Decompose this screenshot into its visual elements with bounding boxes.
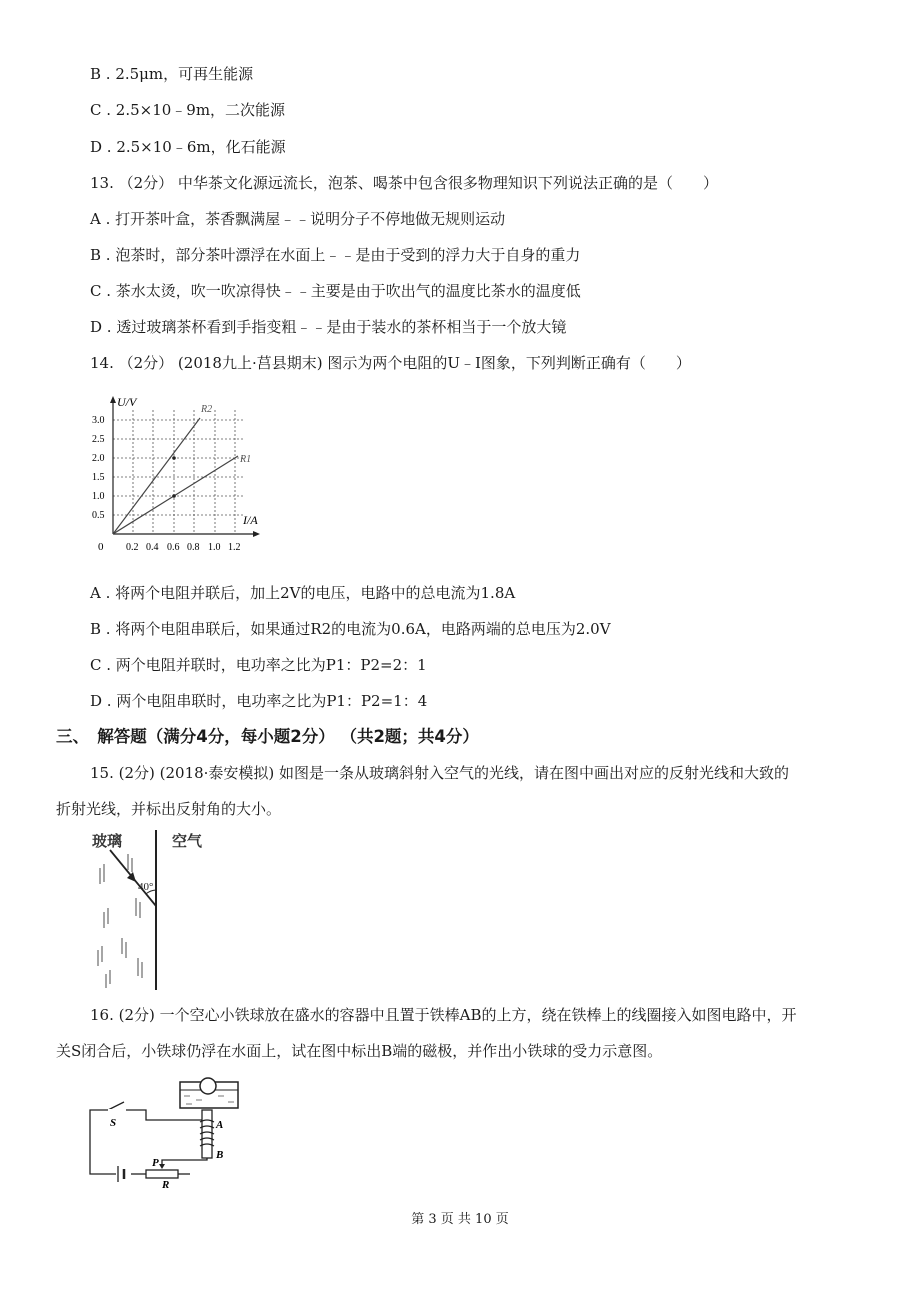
r1-label: R1 — [240, 454, 252, 465]
slider-arrow — [159, 1164, 165, 1169]
q14-option-c: C . 两个电阻并联时，电功率之比为P1：P2=2：1 — [90, 656, 427, 674]
q14-stem: 14. （2分） (2018九上·莒县期末) 图示为两个电阻的U﹣I图象，下列判断正确有（ ） — [90, 354, 691, 372]
r2-line — [113, 418, 200, 534]
q13-option-d: D . 透过玻璃茶杯看到手指变粗﹣﹣是由于装水的茶杯相当于一个放大镜 — [90, 318, 567, 336]
slider-wire — [162, 1158, 207, 1166]
y-tick-label: 3.0 — [92, 415, 105, 426]
x-tick-label: 1.0 — [208, 542, 221, 553]
label-s: S — [110, 1117, 117, 1129]
rheostat — [146, 1170, 178, 1178]
y-tick-label: 1.5 — [92, 472, 105, 483]
angle-label: 40° — [138, 881, 154, 893]
label-p: P — [152, 1157, 159, 1169]
grid — [113, 410, 243, 534]
q15-line1: 15. (2分) (2018·泰安模拟) 如图是一条从玻璃斜射入空气的光线，请在图中画出对应的反射光线和大致的 — [90, 764, 790, 782]
q13-option-b: B . 泡茶时，部分茶叶漂浮在水面上﹣﹣是由于受到的浮力大于自身的重力 — [90, 246, 581, 264]
x-axis-label: I/A — [243, 513, 258, 527]
q13-option-c: C . 茶水太烫，吹一吹凉得快﹣﹣主要是由于吹出气的温度比茶水的温度低 — [90, 282, 581, 300]
circuit-wire — [90, 1110, 202, 1174]
r1-line — [113, 456, 238, 534]
origin-label: 0 — [98, 541, 104, 553]
x-tick-label: 1.2 — [228, 542, 241, 553]
q12-option-b: B . 2.5μm，可再生能源 — [90, 65, 254, 83]
section-heading: 三、 解答题（满分4分，每小题2分） （共2题；共4分） — [56, 727, 479, 746]
glass-hatching — [98, 854, 142, 988]
glass-label: 玻璃 — [92, 834, 123, 850]
switch-lever — [108, 1102, 124, 1110]
r2-label: R2 — [201, 404, 213, 415]
q14-option-b: B . 将两个电阻串联后，如果通过R2的电流为0.6A，电路两端的总电压为2.0V — [90, 620, 611, 638]
label-a: A — [216, 1119, 224, 1131]
label-b: B — [216, 1149, 224, 1161]
y-axis-label: U/V — [117, 395, 137, 409]
q12-option-d: D . 2.5×10﹣6m，化石能源 — [90, 138, 286, 156]
y-tick-label: 1.0 — [92, 491, 105, 502]
electromagnet-circuit-figure — [86, 1076, 256, 1188]
x-tick-label: 0.4 — [146, 542, 159, 553]
y-tick-label: 2.5 — [92, 434, 105, 445]
light-refraction-figure — [88, 826, 228, 994]
iron-rod — [202, 1110, 212, 1158]
x-tick-label: 0.6 — [167, 542, 180, 553]
y-tick-label: 2.0 — [92, 453, 105, 464]
q13-option-a: A . 打开茶叶盒，茶香飘满屋﹣﹣说明分子不停地做无规则运动 — [90, 210, 506, 228]
label-r: R — [162, 1179, 170, 1188]
q14-option-a: A . 将两个电阻并联后，加上2V的电压，电路中的总电流为1.8A — [90, 584, 516, 602]
x-tick-label: 0.8 — [187, 542, 200, 553]
q16-line2: 关S闭合后，小铁球仍浮在水面上，试在图中标出B端的磁极，并作出小铁球的受力示意图。 — [56, 1042, 663, 1060]
x-tick-label: 0.2 — [126, 542, 139, 553]
page-footer: 第 3 页 共 10 页 — [411, 1212, 509, 1227]
ui-graph-figure — [88, 390, 278, 560]
q16-line1: 16. (2分) 一个空心小铁球放在盛水的容器中且置于铁棒AB的上方，绕在铁棒上的线圈接入如图电路中，开 — [90, 1006, 797, 1024]
q14-option-d: D . 两个电阻串联时，电功率之比为P1：P2=1：4 — [90, 692, 428, 710]
q15-line2: 折射光线，并标出反射角的大小。 — [56, 800, 282, 818]
q13-stem: 13. （2分） 中华茶文化源远流长，泡茶、喝茶中包含很多物理知识下列说法正确的是（ ） — [90, 174, 718, 192]
iron-ball — [200, 1078, 216, 1094]
x-axis-arrow — [253, 531, 260, 537]
q12-option-c: C . 2.5×10﹣9m，二次能源 — [90, 101, 286, 119]
y-tick-label: 0.5 — [92, 510, 105, 521]
y-axis-arrow — [110, 396, 116, 403]
air-label: 空气 — [172, 834, 203, 850]
